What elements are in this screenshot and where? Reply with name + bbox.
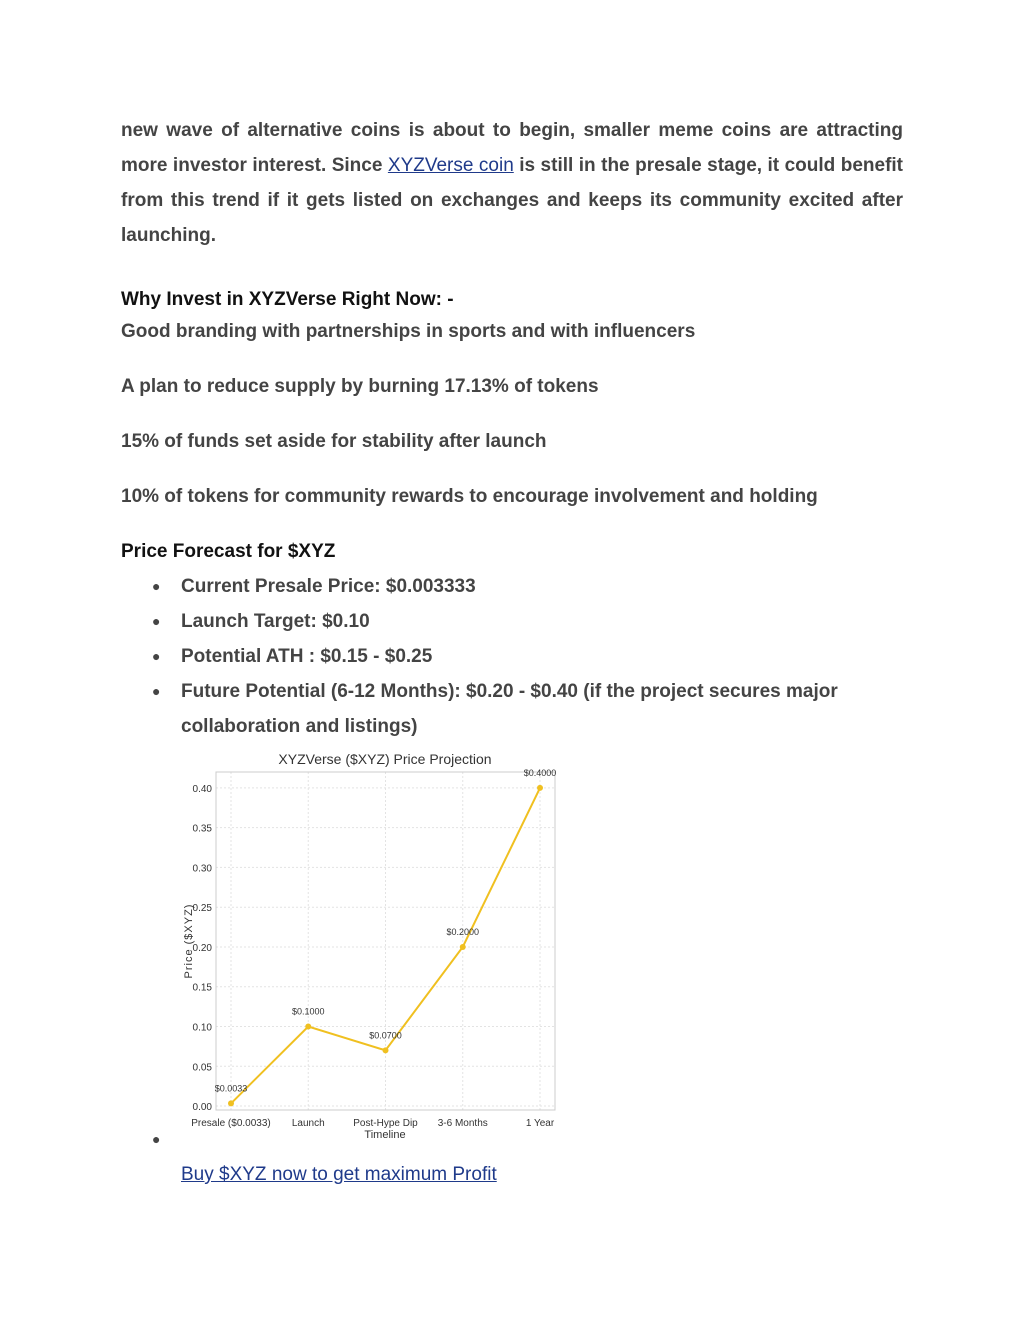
y-tick-label: 0.05 <box>192 1062 212 1074</box>
bullet-dot: ● <box>152 648 161 664</box>
why-point-3: 15% of funds set aside for stability after launch <box>121 431 547 452</box>
y-tick-label: 0.40 <box>192 783 212 795</box>
cta-bullet: ● <box>152 1131 161 1147</box>
data-label: $0.2000 <box>446 926 480 937</box>
data-label: $0.0033 <box>214 1083 248 1094</box>
y-ticks <box>193 784 213 1113</box>
data-point <box>228 1100 234 1106</box>
forecast-item <box>121 569 903 604</box>
intro-paragraph <box>121 113 903 253</box>
data-label: $0.4000 <box>523 767 557 778</box>
y-tick-label: 0.30 <box>192 863 212 875</box>
intro-text-start: new wave of alternative coins is about to begin, smaller meme coins are attracting more investor interest. Since <box>121 120 903 176</box>
forecast-item <box>121 639 903 674</box>
x-axis-label: Timeline <box>364 1129 406 1141</box>
why-point-2: A plan to reduce supply by burning 17.13% of tokens <box>121 376 599 397</box>
data-point <box>537 785 543 791</box>
y-axis-label: Price ($XYZ) <box>183 903 195 979</box>
why-heading: Why Invest in XYZVerse Right Now: - <box>121 289 454 310</box>
forecast-list <box>121 569 903 744</box>
buy-xyz-link[interactable]: Buy $XYZ now to get maximum Profit <box>181 1164 497 1185</box>
data-label: $0.0700 <box>369 1030 402 1041</box>
y-tick-label: 0.10 <box>192 1022 212 1034</box>
y-tick-label: 0.35 <box>192 823 212 835</box>
x-tick-label: 1 Year <box>525 1118 555 1129</box>
x-tick-label: Launch <box>291 1118 325 1129</box>
forecast-item <box>121 674 903 744</box>
data-label: $0.1000 <box>291 1006 325 1017</box>
x-tick-label: Presale ($0.0033) <box>191 1118 271 1129</box>
x-ticks <box>191 1118 555 1129</box>
data-point <box>383 1047 389 1053</box>
forecast-item-text: Launch Target: $0.10 <box>181 611 370 632</box>
xyzverse-coin-link[interactable]: XYZVerse coin <box>387 155 514 176</box>
forecast-heading: Price Forecast for $XYZ <box>121 541 336 562</box>
chart-grid <box>216 772 555 1110</box>
bullet-dot: ● <box>152 683 161 699</box>
data-point <box>305 1023 311 1029</box>
forecast-item-text: Future Potential (6-12 Months): $0.20 - $0.40 (if the project secures major collaboration and listings) <box>181 681 838 737</box>
article-body <box>121 113 903 744</box>
y-tick-label: 0.15 <box>192 982 212 994</box>
chart-svg <box>180 742 560 1142</box>
bullet-dot: ● <box>152 613 161 629</box>
y-tick-label: 0.00 <box>192 1102 212 1114</box>
y-tick-label: 0.20 <box>192 942 212 954</box>
data-point <box>460 944 466 950</box>
chart-title: XYZVerse ($XYZ) Price Projection <box>278 751 492 767</box>
cta-line <box>181 1164 497 1186</box>
bullet-dot: ● <box>152 578 161 594</box>
why-point-4: 10% of tokens for community rewards to encourage involvement and holding <box>121 486 818 507</box>
intro-text-end: is still in the presale stage, it could benefit from this trend if it gets listed on exchanges and keeps its community excited after launching. <box>121 155 904 246</box>
forecast-item-text: Current Presale Price: $0.003333 <box>181 576 476 597</box>
why-point-1: Good branding with partnerships in sports and with influencers <box>121 321 696 342</box>
forecast-item-text: Potential ATH : $0.15 - $0.25 <box>181 646 433 667</box>
x-tick-label: Post-Hype Dip <box>353 1118 418 1129</box>
forecast-item <box>121 604 903 639</box>
y-tick-label: 0.25 <box>192 903 212 915</box>
x-tick-label: 3-6 Months <box>437 1118 488 1129</box>
price-projection-chart <box>180 742 560 1142</box>
